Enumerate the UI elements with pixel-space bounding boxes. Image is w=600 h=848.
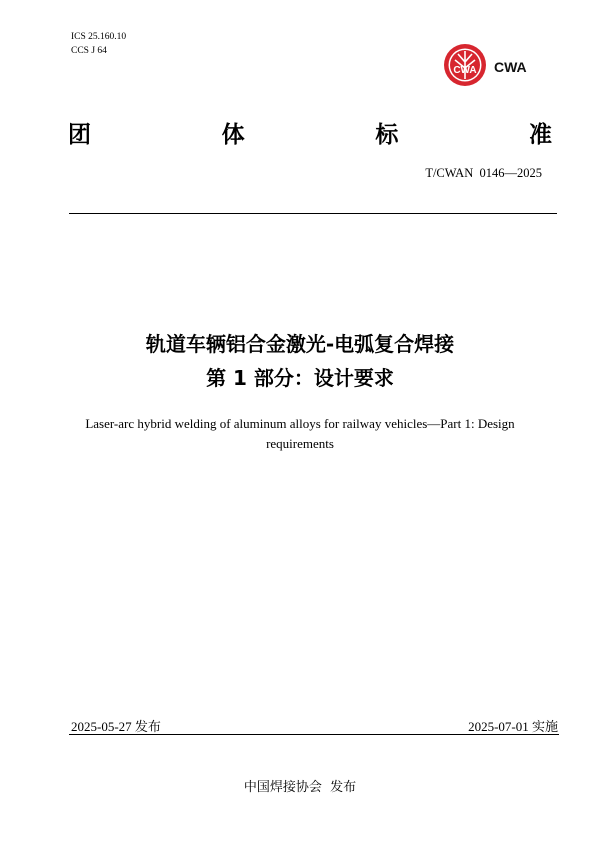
- top-divider: [69, 213, 557, 214]
- standard-type-char: 体: [221, 122, 245, 148]
- cwa-emblem-icon: [442, 42, 488, 88]
- cwa-logo: [442, 44, 534, 88]
- bottom-divider: [69, 734, 559, 735]
- title-cn-line2: 第 1 部分：设计要求: [206, 366, 394, 390]
- standard-type-char: 标: [375, 122, 399, 148]
- standard-type-char: 团: [68, 122, 91, 148]
- standard-number: T/CWAN 0146—2025: [425, 166, 542, 180]
- title-cn-line1: 轨道车辆铝合金激光-电弧复合焊接: [145, 332, 455, 356]
- emblem-letters: CWA: [453, 65, 477, 76]
- standard-type-heading: [68, 116, 552, 149]
- cwa-logo-text: CWA: [494, 59, 527, 75]
- ccs-code: CCS J 64: [71, 46, 107, 56]
- classification-codes: [71, 30, 126, 58]
- implement-date: 2025-07-01 实施: [468, 719, 558, 734]
- publisher: 中国焊接协会 发布: [243, 780, 357, 795]
- ics-code: ICS 25.160.10: [71, 32, 127, 42]
- standard-type-char: 准: [528, 122, 552, 148]
- issue-date: 2025-05-27 发布: [71, 719, 161, 734]
- title-en: Laser-arc hybrid welding of aluminum alloys for railway vehicles—Part 1: Design requirements: [85, 416, 515, 451]
